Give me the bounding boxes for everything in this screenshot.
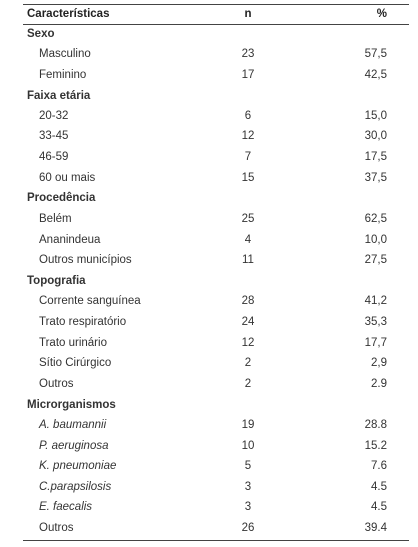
table-row: [23, 374, 409, 394]
row-percent: 39.4: [364, 522, 387, 534]
row-n: 5: [244, 460, 252, 472]
section-title: Procedência: [27, 192, 96, 204]
row-n: 23: [241, 48, 255, 60]
row-n: 15: [241, 172, 255, 184]
section-title: Microrganismos: [27, 399, 116, 411]
table-bottom-rule: [23, 540, 409, 541]
row-label: C.parapsilosis: [39, 481, 112, 493]
table-row: [23, 209, 409, 229]
row-percent: 28.8: [364, 419, 387, 431]
row-n: 19: [241, 419, 255, 431]
row-n: 2: [244, 357, 252, 369]
row-n: 26: [241, 522, 255, 534]
row-n: 3: [244, 481, 252, 493]
header-n: n: [244, 8, 252, 20]
row-percent: 4.5: [371, 501, 387, 513]
row-percent: 4.5: [371, 481, 387, 493]
row-n: 10: [241, 440, 255, 452]
section-title: Topografia: [27, 275, 86, 287]
section-sexo: [23, 24, 409, 44]
row-percent: 2,9: [371, 357, 387, 369]
section-faixa-etaria: [23, 86, 409, 106]
section-microrganismos: [23, 395, 409, 415]
row-label: Outros municípios: [39, 254, 132, 266]
row-label: Outros: [39, 378, 74, 390]
row-label: Corrente sanguínea: [39, 295, 141, 307]
table-row: [23, 65, 409, 85]
row-percent: 62,5: [364, 213, 387, 225]
table-row: [23, 230, 409, 250]
header-percent: %: [376, 8, 387, 20]
row-label: Trato respiratório: [39, 316, 127, 328]
row-label: K. pneumoniae: [39, 460, 117, 472]
row-n: 6: [244, 110, 252, 122]
table-row: [23, 456, 409, 476]
table-row: [23, 250, 409, 270]
row-percent: 42,5: [364, 69, 387, 81]
row-percent: 7.6: [371, 460, 387, 472]
row-percent: 35,3: [364, 316, 387, 328]
row-label: 20-32: [39, 110, 69, 122]
row-n: 3: [244, 501, 252, 513]
row-percent: 15,0: [364, 110, 387, 122]
row-percent: 15.2: [364, 440, 387, 452]
row-n: 12: [241, 337, 255, 349]
row-n: 12: [241, 130, 255, 142]
row-label: Sítio Cirúrgico: [39, 357, 112, 369]
row-n: 17: [241, 69, 255, 81]
row-n: 25: [241, 213, 255, 225]
table-header: [23, 4, 409, 24]
row-percent: 37,5: [364, 172, 387, 184]
table-row: [23, 518, 409, 538]
section-procedencia: [23, 188, 409, 208]
row-label: Masculino: [39, 48, 91, 60]
table-row: [23, 312, 409, 332]
row-n: 11: [242, 254, 254, 266]
table-row: [23, 497, 409, 517]
row-n: 7: [244, 151, 252, 163]
table-row: [23, 477, 409, 497]
section-title: Sexo: [27, 28, 55, 40]
table-row: [23, 106, 409, 126]
row-label: 60 ou mais: [39, 172, 96, 184]
table-row: [23, 44, 409, 64]
section-topografia: [23, 271, 409, 291]
row-n: 2: [244, 378, 252, 390]
section-title: Faixa etária: [27, 90, 91, 102]
row-percent: 10,0: [364, 234, 387, 246]
table-row: [23, 333, 409, 353]
row-label: P. aeruginosa: [39, 440, 109, 452]
table-row: [23, 168, 409, 188]
row-percent: 27,5: [364, 254, 387, 266]
row-percent: 30,0: [364, 130, 387, 142]
table-row: [23, 126, 409, 146]
row-label: Outros: [39, 522, 74, 534]
row-label: Ananindeua: [39, 234, 101, 246]
table-row: [23, 436, 409, 456]
row-label: A. baumannii: [39, 419, 107, 431]
row-percent: 57,5: [364, 48, 387, 60]
row-percent: 41,2: [364, 295, 387, 307]
row-label: E. faecalis: [39, 501, 93, 513]
table-row: [23, 415, 409, 435]
header-caracteristicas: Características: [27, 8, 110, 20]
row-percent: 17,7: [364, 337, 387, 349]
row-n: 24: [241, 316, 255, 328]
row-percent: 2.9: [371, 378, 387, 390]
table-row: [23, 291, 409, 311]
row-n: 28: [241, 295, 255, 307]
row-label: 33-45: [39, 130, 69, 142]
row-label: Trato urinário: [39, 337, 107, 349]
row-label: 46-59: [39, 151, 69, 163]
row-percent: 17,5: [364, 151, 387, 163]
row-n: 4: [244, 234, 252, 246]
row-label: Belém: [39, 213, 72, 225]
row-label: Feminino: [39, 69, 87, 81]
table-row: [23, 147, 409, 167]
table-row: [23, 353, 409, 373]
